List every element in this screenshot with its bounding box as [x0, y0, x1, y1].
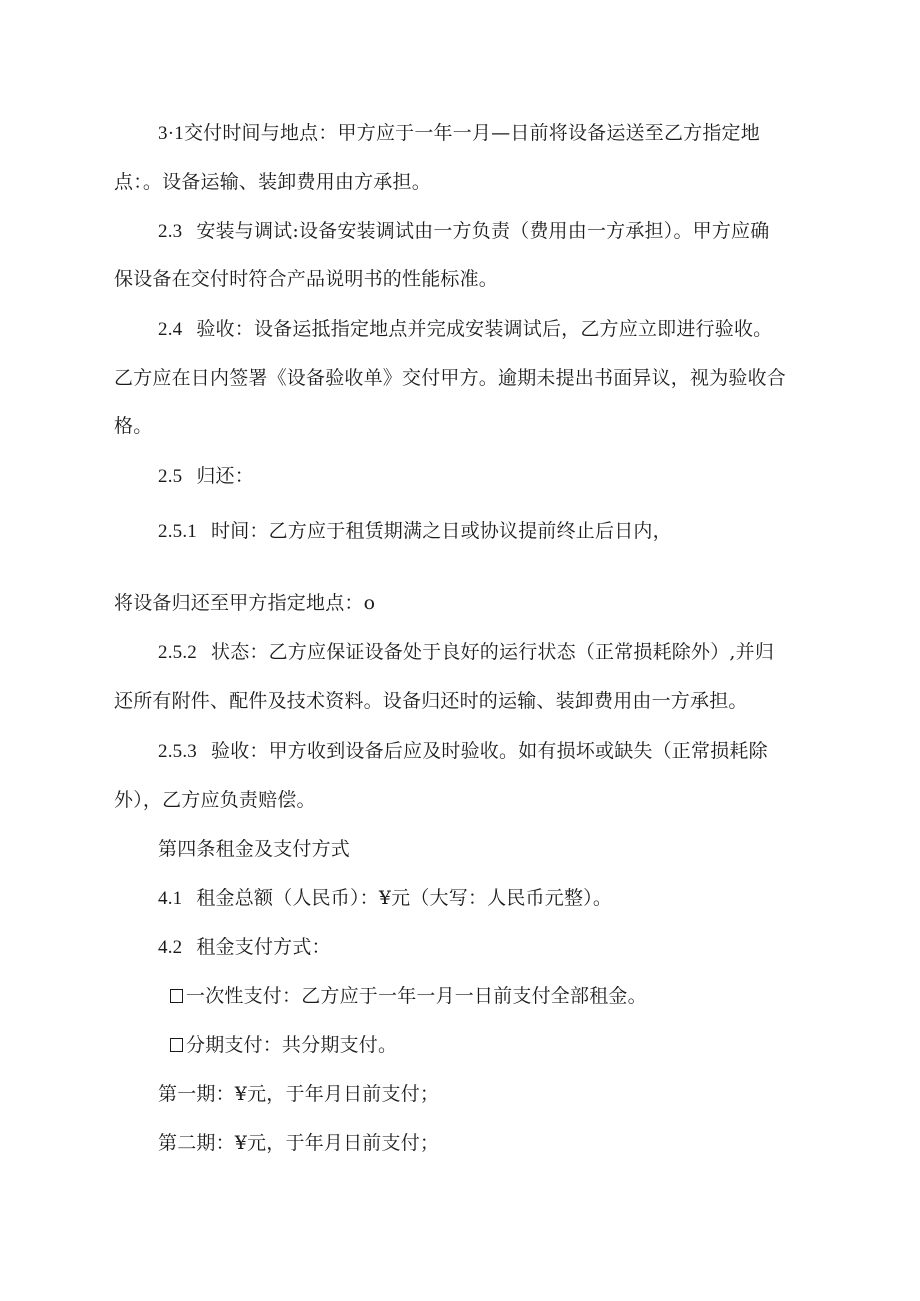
clause-2-5-1-line-2: [114, 591, 375, 615]
clause-2-5-3-number: 2.5.3: [158, 741, 197, 762]
clause-4-2-text: 租金支付方式：: [196, 936, 331, 958]
clause-2-5-number: 2.5: [158, 466, 183, 487]
payment-option-installments-text: 分期支付：共分期支付。: [186, 1034, 398, 1056]
clause-2-5-1-text-2: 将设备归还至甲方指定地点：o: [114, 592, 376, 614]
clause-2-3-text-2: 保设备在交付时符合产品说明书的性能标准。: [114, 268, 499, 290]
clause-2-5-2-line-1: [158, 640, 774, 665]
payment-option-lump-sum: [170, 984, 647, 1008]
clause-2-5-3-text-1: 验收：甲方收到设备后应及时验收。如有损坏或缺失（正常损耗除: [211, 740, 768, 762]
article-4-title: [158, 837, 350, 861]
clause-2-3-text-1: 安装与调试:设备安装调试由一方负责（费用由一方承担）。甲方应确: [196, 220, 770, 242]
clause-4-1-line: [158, 886, 612, 911]
clause-3-1-text-1: 交付时间与地点：甲方应于一年一月—日前将设备运送至乙方指定地: [183, 122, 760, 144]
clause-2-4-text-1: 验收：设备运抵指定地点并完成安装调试后，乙方应立即进行验收。: [196, 318, 773, 340]
clause-2-5-1-number: 2.5.1: [158, 521, 197, 542]
installment-2-line: [158, 1131, 439, 1155]
payment-option-installments: [170, 1033, 397, 1057]
installment-2-text: 第二期：¥元，于年月日前支付；: [158, 1132, 440, 1154]
clause-3-1-line-1: [158, 121, 760, 146]
clause-2-3-number: 2.3: [158, 221, 183, 242]
clause-2-4-line-2: [114, 366, 786, 390]
clause-4-1-text: 租金总额（人民币）：¥元（大写：人民币元整）。: [196, 887, 613, 909]
payment-option-lump-sum-text: 一次性支付：乙方应于一年一月一日前支付全部租金。: [186, 985, 647, 1007]
clause-4-2-line: [158, 935, 331, 960]
clause-2-4-text-3: 格。: [114, 415, 153, 437]
clause-3-1-line-2: [114, 170, 431, 194]
clause-4-1-number: 4.1: [158, 888, 183, 909]
clause-4-2-number: 4.2: [158, 937, 183, 958]
article-4-title-text: 第四条租金及支付方式: [158, 838, 351, 860]
clause-2-5-2-number: 2.5.2: [158, 642, 197, 663]
clause-2-5-1-line-1: [158, 519, 672, 544]
clause-3-1-text-2: 点：。设备运输、装卸费用由方承担。: [114, 171, 431, 193]
clause-2-5-2-text-1: 状态：乙方应保证设备处于良好的运行状态（正常损耗除外）,并归: [211, 641, 775, 663]
clause-2-5-1-text-1: 时间：乙方应于租赁期满之日或协议提前终止后日内，: [211, 520, 672, 542]
clause-2-5-line: [158, 464, 254, 489]
clause-2-5-2-text-2: 还所有附件、配件及技术资料。设备归还时的运输、装卸费用由一方承担。: [114, 690, 748, 712]
clause-2-5-2-line-2: [114, 689, 748, 713]
installment-1-line: [158, 1082, 439, 1106]
clause-2-4-text-2: 乙方应在日内签署《设备验收单》交付甲方。逾期未提出书面异议，视为验收合: [114, 367, 787, 389]
clause-2-3-line-2: [114, 267, 498, 291]
clause-2-5-3-line-2: [114, 788, 316, 812]
clause-2-4-number: 2.4: [158, 319, 183, 340]
clause-2-5-3-text-2: 外），乙方应负责赔偿。: [114, 789, 316, 811]
clause-2-3-line-1: [158, 219, 769, 244]
checkbox-icon: [170, 989, 183, 1003]
clause-2-4-line-1: [158, 317, 772, 342]
clause-2-5-text: 归还：: [196, 465, 254, 487]
clause-2-4-line-3: [114, 414, 152, 438]
checkbox-icon: [170, 1038, 183, 1052]
clause-3-1-number: 3·1: [158, 123, 184, 144]
clause-2-5-3-line-1: [158, 739, 768, 764]
installment-1-text: 第一期：¥元，于年月日前支付；: [158, 1083, 440, 1105]
